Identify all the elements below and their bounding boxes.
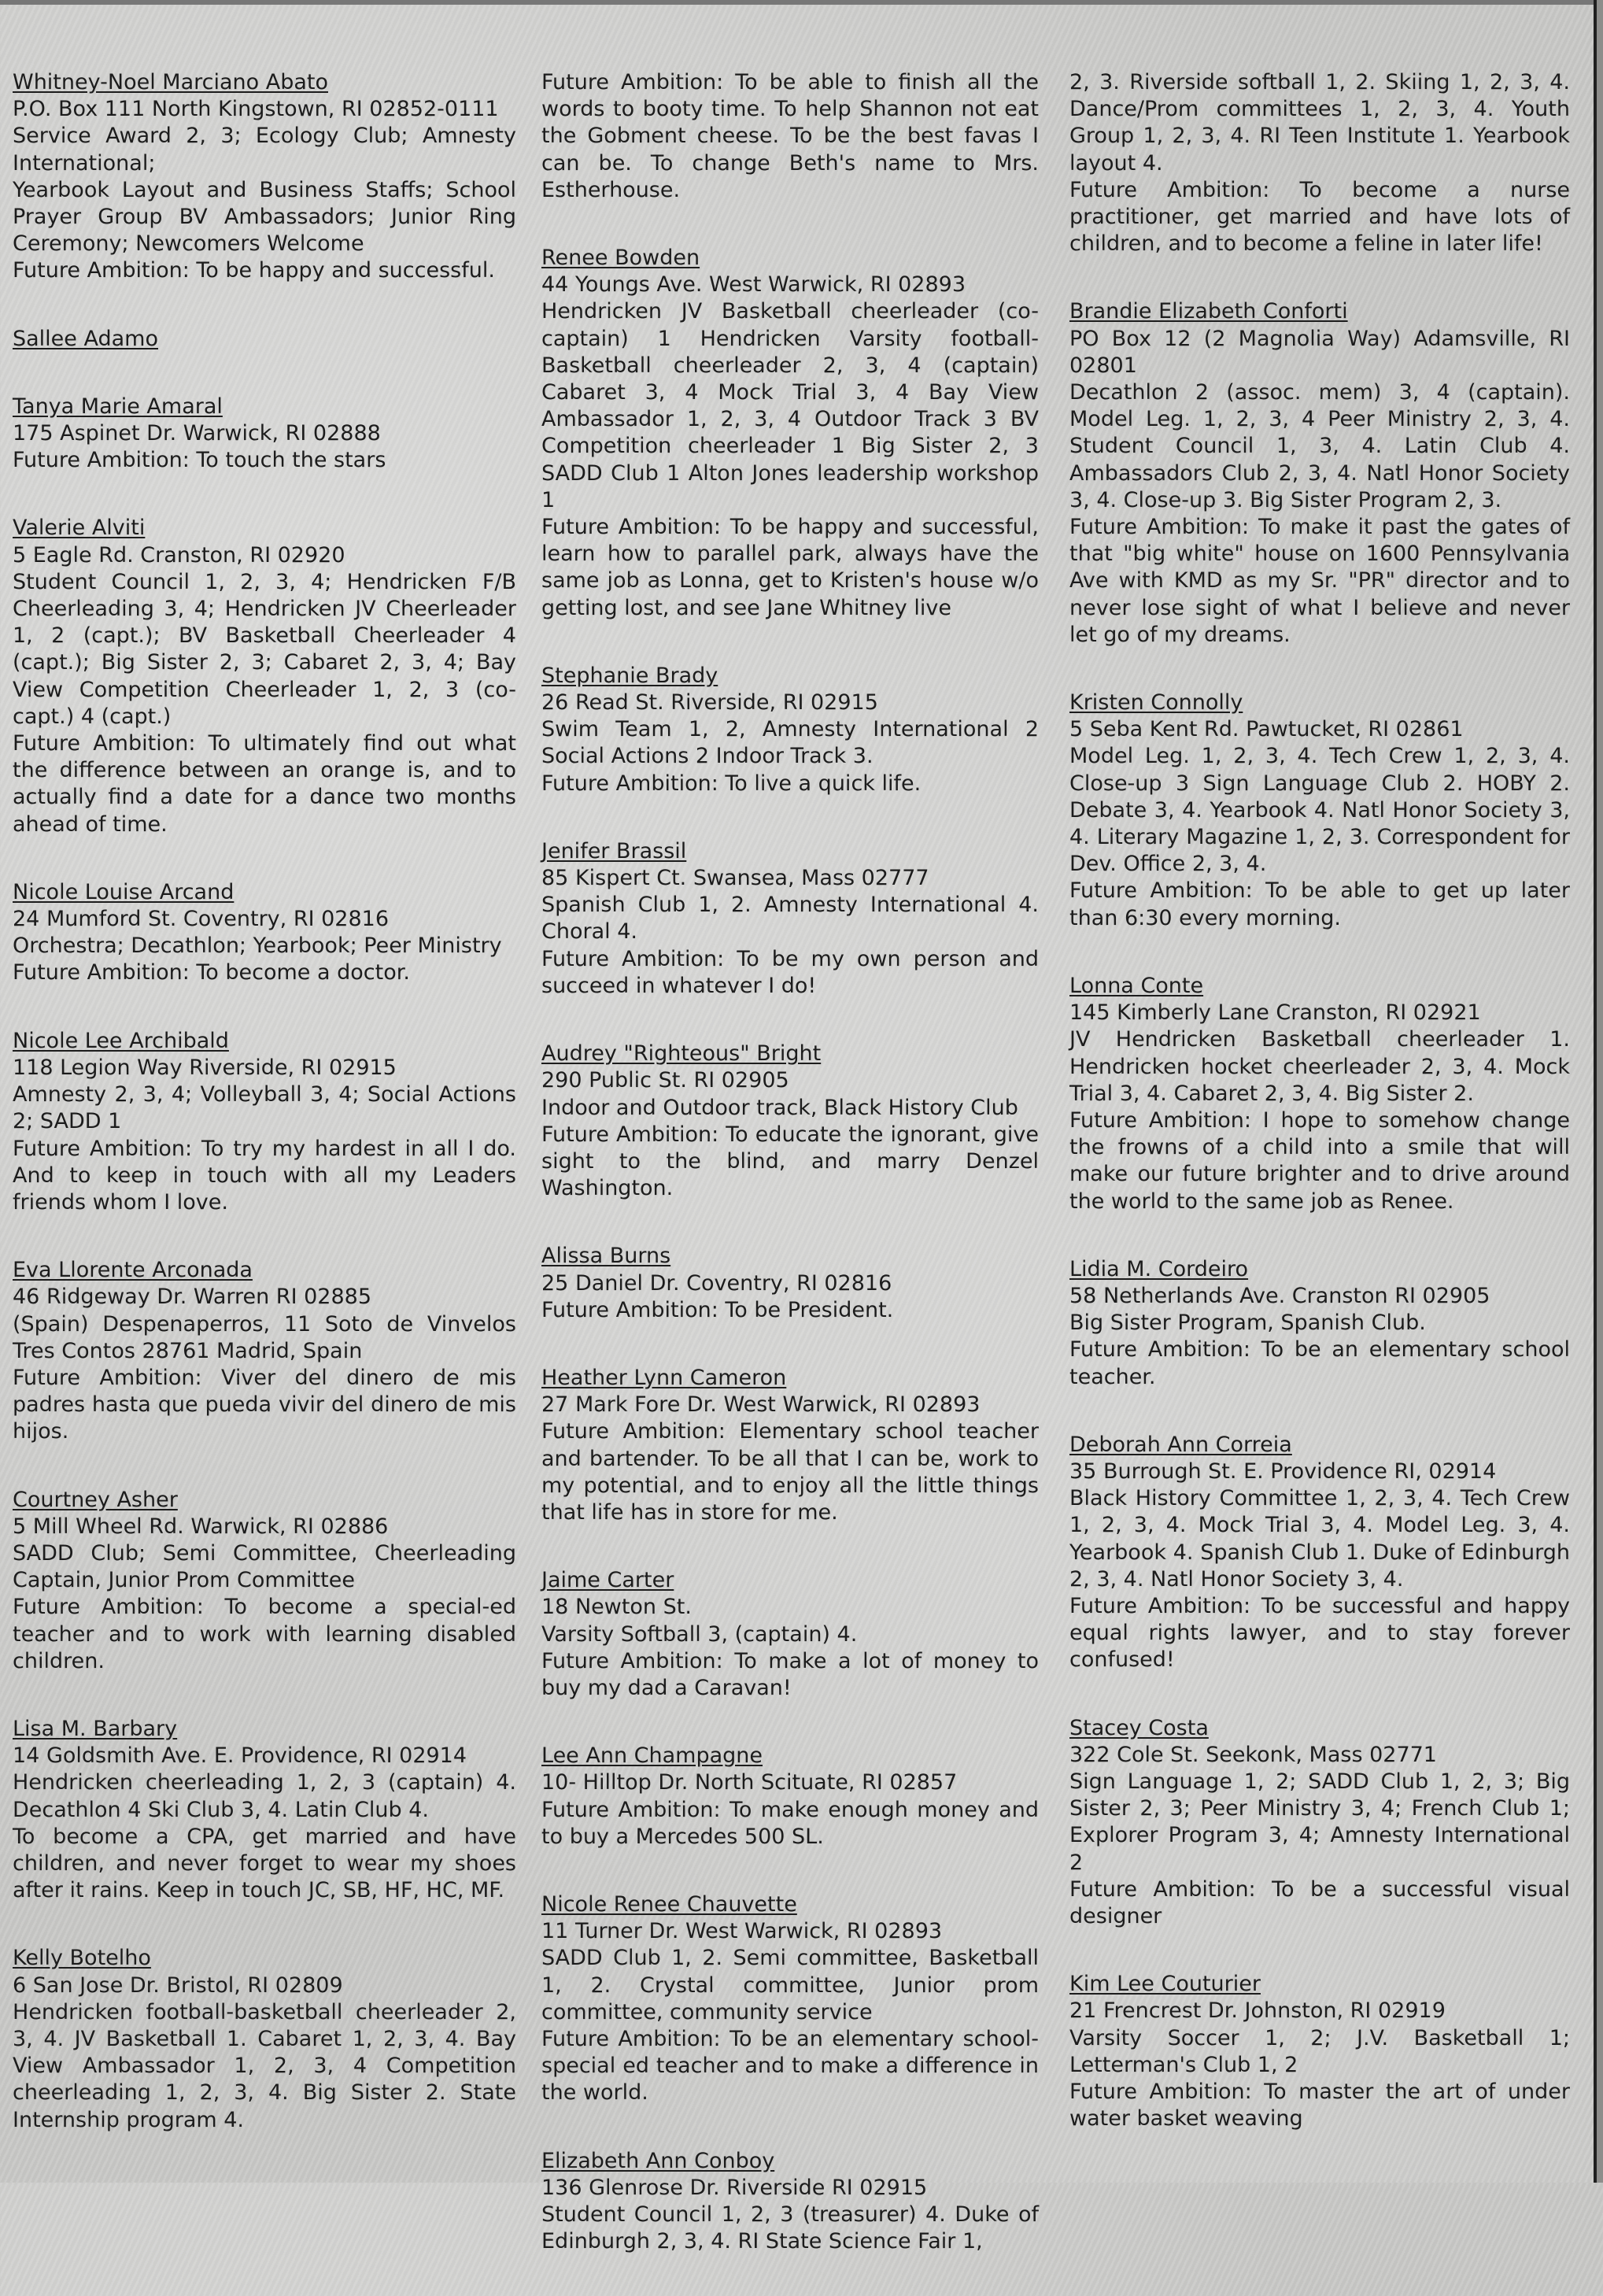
senior-entry xyxy=(13,1487,516,1675)
senior-entry xyxy=(13,1945,516,2133)
senior-entry xyxy=(1069,1256,1570,1391)
entry-line: 24 Mumford St. Coventry, RI 02816 xyxy=(13,907,390,932)
senior-name: Alissa Burns xyxy=(541,1244,671,1269)
senior-entry xyxy=(1069,1432,1570,1674)
entry-line: 85 Kispert Ct. Swansea, Mass 02777 xyxy=(541,866,929,891)
column-2 xyxy=(541,69,1039,2296)
entry-line: Student Council 1, 2, 3 (treasurer) 4. Duke of Edinburgh 2, 3, 4. RI State Science Fair 1, xyxy=(541,2202,1039,2254)
senior-name: Stacey Costa xyxy=(1069,1715,1209,1740)
entry-line: 6 San Jose Dr. Bristol, RI 02809 xyxy=(13,1972,343,1998)
senior-name: Valerie Alviti xyxy=(13,516,146,541)
senior-name: Nicole Lee Archibald xyxy=(13,1028,229,1053)
senior-name: Courtney Asher xyxy=(13,1487,178,1512)
senior-entry xyxy=(541,1891,1039,2107)
continued-line: Future Ambition: To be able to finish all the words to booty time. To help Shannon not eat the Gobment cheese. To be the best favas I can be. To change Beth's name to Mrs. Estherhouse. xyxy=(541,70,1039,202)
entry-line: Student Council 1, 2, 3, 4; Hendricken F/B Cheerleading 3, 4; Hendricken JV Cheerleader 1, 2 (capt.); BV Basketball Cheerleader 4 (capt.); Big Sister 2, 3; Cabaret 2, 3, 4; Bay View Competition Cheerleader 1, 2, 3 (co-capt.) 4 (capt.) xyxy=(13,569,516,729)
continued-text xyxy=(1069,69,1570,257)
entry-line: Future Ambition: To try my hardest in all I do. And to keep in touch with all my Leaders friends whom I love. xyxy=(13,1136,516,1215)
entry-line: 44 Youngs Ave. West Warwick, RI 02893 xyxy=(541,272,966,298)
senior-name: Whitney-Noel Marciano Abato xyxy=(13,70,328,94)
senior-entry xyxy=(541,838,1039,1000)
senior-entry xyxy=(1069,973,1570,1215)
entry-line: Big Sister Program, Spanish Club. xyxy=(1069,1311,1426,1336)
senior-entry xyxy=(541,1365,1039,1526)
entry-line: Hendricken JV Basketball cheerleader (co-captain) 1 Hendricken Varsity football-Basketball cheerleader 2, 3, 4 (captain) Cabaret 3, 4 Mock Trial 3, 4 Bay View Ambassador 1, 2, 3, 4 Outdoor Track 3 BV Competition cheerleader 1 Big Sister 2, 3 SADD Club 1 Alton Jones leadership workshop 1 xyxy=(541,299,1039,512)
senior-entry xyxy=(541,1567,1039,1702)
entry-line: Orchestra; Decathlon; Yearbook; Peer Ministry xyxy=(13,934,502,959)
senior-name: Nicole Renee Chauvette xyxy=(541,1891,797,1917)
entry-line: 5 Seba Kent Rd. Pawtucket, RI 02861 xyxy=(1069,717,1464,742)
senior-entry xyxy=(1069,690,1570,932)
column-3 xyxy=(1069,69,1570,2173)
senior-name: Lisa M. Barbary xyxy=(13,1716,178,1741)
entry-line: Future Ambition: To touch the stars xyxy=(13,448,386,473)
entry-line: Model Leg. 1, 2, 3, 4. Tech Crew 1, 2, 3, 4. Close-up 3 Sign Language Club 2. HOBY 2. Debate 3, 4. Yearbook 4. Natl Honor Society 3, 4. Literary Magazine 1, 2, 3. Correspondent for Dev. Office 2, 3, 4. xyxy=(1069,744,1570,877)
entry-line: Future Ambition: To master the art of under water basket weaving xyxy=(1069,2080,1570,2131)
senior-name: Nicole Louise Arcand xyxy=(13,879,235,904)
senior-entry xyxy=(13,879,516,987)
senior-name: Tanya Marie Amaral xyxy=(13,394,223,419)
entry-line: Black History Committee 1, 2, 3, 4. Tech Crew 1, 2, 3, 4. Mock Trial 3, 4. Model Leg. 3, 4. Yearbook 4. Spanish Club 1. Duke of Edinburgh 2, 3, 4. Natl Honor Society 3, 4. xyxy=(1069,1486,1570,1592)
senior-entry xyxy=(13,1716,516,1904)
entry-line: Varsity Softball 3, (captain) 4. xyxy=(541,1621,858,1647)
senior-entry xyxy=(13,394,516,475)
entry-line: Future Ambition: To be able to get up later than 6:30 every morning. xyxy=(1069,878,1570,930)
entry-line: Future Ambition: To be happy and successful. xyxy=(13,258,495,283)
senior-name: Brandie Elizabeth Conforti xyxy=(1069,299,1348,324)
entry-line: P.O. Box 111 North Kingstown, RI 02852-0111 xyxy=(13,97,499,122)
entry-line: 322 Cole St. Seekonk, Mass 02771 xyxy=(1069,1742,1437,1767)
continued-line: 2, 3. Riverside softball 1, 2. Skiing 1, 2, 3, 4. Dance/Prom committees 1, 2, 3, 4. Youth Group 1, 2, 3, 4. RI Teen Institute 1. Yearbook layout 4. xyxy=(1069,70,1570,176)
senior-entry xyxy=(541,1243,1039,1324)
senior-name: Kim Lee Couturier xyxy=(1069,1972,1261,1997)
entry-line: Service Award 2, 3; Ecology Club; Amnesty International; xyxy=(13,124,516,176)
entry-line: Future Ambition: Viver del dinero de mis padres hasta que pueda vivir del dinero de mis hijos. xyxy=(13,1365,516,1444)
entry-line: 290 Public St. RI 02905 xyxy=(541,1068,789,1093)
entry-line: Future Ambition: Elementary school teacher and bartender. To be all that I can be, work to my potential, and to enjoy all the little things that life has in store for me. xyxy=(541,1419,1039,1525)
entry-line: Swim Team 1, 2, Amnesty International 2 Social Actions 2 Indoor Track 3. xyxy=(541,717,1039,769)
senior-name: Stephanie Brady xyxy=(541,663,718,688)
entry-line: 35 Burrough St. E. Providence RI, 02914 xyxy=(1069,1459,1497,1484)
entry-line: Future Ambition: To be a successful visual designer xyxy=(1069,1876,1570,1928)
entry-line: 118 Legion Way Riverside, RI 02915 xyxy=(13,1055,397,1080)
entry-line: 10- Hilltop Dr. North Scituate, RI 02857 xyxy=(541,1770,958,1795)
entry-line: Decathlon 2 (assoc. mem) 3, 4 (captain). Model Leg. 1, 2, 3, 4 Peer Ministry 2, 3, 4. Student Council 1, 3, 4. Latin Club 4. Ambassadors Club 2, 3, 4. Natl Honor Society 3, 4. Close-up 3. Big Sister Program 2, 3. xyxy=(1069,380,1570,512)
senior-name: Renee Bowden xyxy=(541,246,700,271)
entry-line: Hendricken cheerleading 1, 2, 3 (captain) 4. Decathlon 4 Ski Club 3, 4. Latin Club 4. xyxy=(13,1770,516,1822)
senior-name: Heather Lynn Cameron xyxy=(541,1365,787,1390)
continued-text xyxy=(541,69,1039,204)
senior-entry xyxy=(1069,1715,1570,1931)
senior-entry xyxy=(13,69,516,285)
entry-line: Yearbook Layout and Business Staffs; School Prayer Group BV Ambassadors; Junior Ring Ceremony; Newcomers Welcome xyxy=(13,177,516,257)
senior-entry xyxy=(13,1028,516,1216)
senior-name: Sallee Adamo xyxy=(13,326,158,351)
senior-name: Jenifer Brassil xyxy=(541,838,687,863)
senior-entry xyxy=(541,663,1039,797)
entry-line: SADD Club; Semi Committee, Cheerleading Captain, Junior Prom Committee xyxy=(13,1540,516,1593)
entry-line: 11 Turner Dr. West Warwick, RI 02893 xyxy=(541,1919,943,1944)
entry-line: 145 Kimberly Lane Cranston, RI 02921 xyxy=(1069,1000,1481,1026)
entry-line: 26 Read St. Riverside, RI 02915 xyxy=(541,690,878,715)
entry-line: Future Ambition: To educate the ignorant, give sight to the blind, and marry Denzel Washington. xyxy=(541,1122,1039,1201)
entry-line: Sign Language 1, 2; SADD Club 1, 2, 3; Big Sister 2, 3; Peer Ministry 3, 4; French Club 1; Explorer Program 3, 4; Amnesty International 2 xyxy=(1069,1769,1570,1875)
entry-line: Indoor and Outdoor track, Black History Club xyxy=(541,1095,1018,1120)
senior-name: Kelly Botelho xyxy=(13,1946,151,1971)
entry-line: Future Ambition: To be successful and happy equal rights lawyer, and to stay forever confused! xyxy=(1069,1593,1570,1673)
entry-line: Future Ambition: To become a special-ed teacher and to work with learning disabled children. xyxy=(13,1595,516,1673)
top-edge xyxy=(0,0,1603,5)
entry-line: 175 Aspinet Dr. Warwick, RI 02888 xyxy=(13,421,381,446)
entry-line: Future Ambition: To ultimately find out what the difference between an orange is, and to actually find a date for a dance two months ahead of time. xyxy=(13,731,516,837)
entry-line: Amnesty 2, 3, 4; Volleyball 3, 4; Social Actions 2; SADD 1 xyxy=(13,1082,516,1134)
entry-line: Future Ambition: To live a quick life. xyxy=(541,771,922,796)
entry-line: 136 Glenrose Dr. Riverside RI 02915 xyxy=(541,2175,928,2200)
entry-line: 25 Daniel Dr. Coventry, RI 02816 xyxy=(541,1270,892,1296)
senior-name: Jaime Carter xyxy=(541,1568,674,1593)
continued-line: Future Ambition: To become a nurse practitioner, get married and have lots of children, and to become a feline in later life! xyxy=(1069,177,1570,257)
entry-line: 18 Newton St. xyxy=(541,1595,692,1620)
senior-name: Kristen Connolly xyxy=(1069,690,1243,715)
entry-line: Future Ambition: To be President. xyxy=(541,1297,894,1322)
entry-line: SADD Club 1, 2. Semi committee, Basketball 1, 2. Crystal committee, Junior prom committee, community service xyxy=(541,1946,1039,2024)
senior-name: Lonna Conte xyxy=(1069,973,1204,998)
senior-entry xyxy=(1069,298,1570,649)
entry-line: Future Ambition: To make enough money and to buy a Mercedes 500 SL. xyxy=(541,1797,1039,1849)
entry-line: 14 Goldsmith Ave. E. Providence, RI 02914 xyxy=(13,1743,467,1769)
senior-name: Deborah Ann Correia xyxy=(1069,1432,1292,1457)
entry-line: 5 Mill Wheel Rd. Warwick, RI 02886 xyxy=(13,1514,389,1539)
entry-line: To become a CPA, get married and have children, and never forget to wear my shoes after it rains. Keep in touch JC, SB, HF, HC, MF. xyxy=(13,1824,516,1903)
senior-name: Lidia M. Cordeiro xyxy=(1069,1256,1249,1281)
senior-name: Eva Llorente Arconada xyxy=(13,1258,253,1283)
entry-line: Future Ambition: To make it past the gates of that "big white" house on 1600 Pennsylvania Ave with KMD as my Sr. "PR" director and to never lose sight of what I believe and never let go of my dreams. xyxy=(1069,515,1570,647)
entry-line: 5 Eagle Rd. Cranston, RI 02920 xyxy=(13,542,345,568)
entry-line: Future Ambition: I hope to somehow change the frowns of a child into a smile that will make our future brighter and to drive around the world to the same job as Renee. xyxy=(1069,1107,1570,1214)
entry-line: Varsity Soccer 1, 2; J.V. Basketball 1; Letterman's Club 1, 2 xyxy=(1069,2025,1570,2077)
senior-entry xyxy=(541,2148,1039,2256)
entry-line: Future Ambition: To be an elementary school-special ed teacher and to make a difference in the world. xyxy=(541,2026,1039,2106)
adjacent-page-edge xyxy=(1594,0,1603,2183)
senior-entry xyxy=(541,1041,1039,1202)
entry-line: 46 Ridgeway Dr. Warren RI 02885 xyxy=(13,1285,372,1310)
senior-entry xyxy=(13,1257,516,1445)
entry-line: PO Box 12 (2 Magnolia Way) Adamsville, RI 02801 xyxy=(1069,326,1570,378)
senior-entry xyxy=(13,326,516,353)
entry-line: JV Hendricken Basketball cheerleader 1. Hendricken hocket cheerleader 2, 3, 4. Mock Trial 3, 4. Cabaret 2, 3, 4. Big Sister 2. xyxy=(1069,1027,1570,1106)
senior-entry xyxy=(13,515,516,837)
entry-line: Future Ambition: To be an elementary school teacher. xyxy=(1069,1337,1570,1389)
entry-line: Future Ambition: To be happy and successful, learn how to parallel park, always have the same job as Lonna, get to Kristen's house w/o getting lost, and see Jane Whitney live xyxy=(541,515,1039,620)
entry-line: (Spain) Despenaperros, 11 Soto de Vinvelos Tres Contos 28761 Madrid, Spain xyxy=(13,1311,516,1363)
entry-line: Future Ambition: To become a doctor. xyxy=(13,960,410,985)
senior-entry xyxy=(541,1743,1039,1850)
senior-name: Audrey "Righteous" Bright xyxy=(541,1041,822,1067)
entry-line: Future Ambition: To be my own person and succeed in whatever I do! xyxy=(541,946,1039,998)
entry-line: 21 Frencrest Dr. Johnston, RI 02919 xyxy=(1069,1998,1446,2024)
entry-line: 27 Mark Fore Dr. West Warwick, RI 02893 xyxy=(541,1392,981,1418)
senior-name: Lee Ann Champagne xyxy=(541,1743,763,1769)
senior-entry xyxy=(1069,1971,1570,2132)
entry-line: Spanish Club 1, 2. Amnesty International 4. Choral 4. xyxy=(541,893,1039,945)
senior-name: Elizabeth Ann Conboy xyxy=(541,2148,775,2173)
entry-line: 58 Netherlands Ave. Cranston RI 02905 xyxy=(1069,1283,1490,1308)
entry-line: Future Ambition: To make a lot of money to buy my dad a Caravan! xyxy=(541,1648,1039,1700)
entry-line: Hendricken football-basketball cheerleader 2, 3, 4. JV Basketball 1. Cabaret 1, 2, 3, 4. Bay View Ambassador 1, 2, 3, 4 Competition cheerleading 1, 2, 3, 4. Big Sister 2. State Internship program 4. xyxy=(13,1999,516,2132)
senior-entry xyxy=(541,245,1039,622)
column-1 xyxy=(13,69,516,2175)
